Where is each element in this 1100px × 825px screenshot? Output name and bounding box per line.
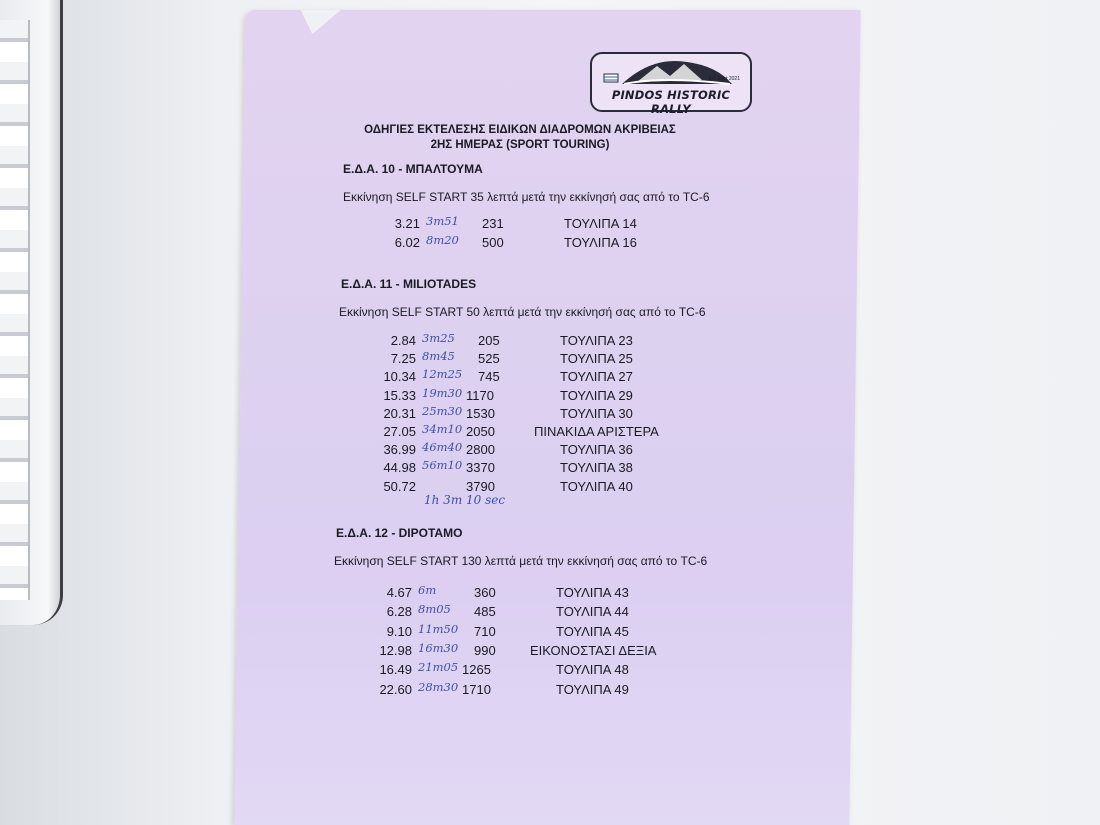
handwritten-time: 11m50 [418,621,459,636]
handwritten-time: 21m05 [418,660,459,675]
handwritten-time: 28m30 [418,679,459,694]
document-subtitle: 2ΗΣ ΗΜΕΡΑΣ (SPORT TOURING) [430,139,610,151]
paper-tear [300,10,340,34]
km-value: 3.21 [394,216,420,231]
landmark: ΤΟΥΛΙΠΑ 16 [564,234,637,250]
landmark: ΤΟΥΛΙΠΑ 23 [560,333,633,348]
rally-logo [590,52,752,116]
instruction-row [356,385,686,406]
handwritten-time: 56m10 [422,458,463,473]
landmark: ΠΙΝΑΚΙΔΑ ΑΡΙΣΤΕΡΑ [534,424,659,439]
distance-value: 990 [474,642,496,658]
distance-value: 1530 [466,405,495,421]
landmark: ΤΟΥΛΙΠΑ 49 [556,681,629,697]
distance-value: 710 [474,623,496,639]
handwritten-time: 46m40 [422,440,463,455]
landmark: ΤΟΥΛΙΠΑ 29 [560,387,633,403]
handwritten-time: 3m25 [422,331,455,345]
instruction-row [352,585,682,603]
distance-value: 525 [478,351,500,367]
instruction-row [352,662,682,680]
air-vent [0,20,30,600]
distance-value: 1710 [462,681,491,697]
distance-value: 360 [474,585,496,600]
self-start-instruction: Εκκίνηση SELF START 130 λεπτά μετά την εκκίνησή σας από το TC-6 [334,554,708,568]
landmark: ΕΙΚΟΝΟΣΤΑΣΙ ΔΕΞΙΑ [530,642,657,658]
km-value: 44.98 [383,460,416,476]
km-value: 50.72 [383,478,416,494]
instruction-row [356,333,686,351]
landmark: ΤΟΥΛΙΠΑ 44 [556,604,629,620]
km-value: 9.10 [386,623,412,639]
section-title: Ε.Δ.Α. 10 - ΜΠΑΛΤΟΥΜΑ [343,162,483,176]
landmark: ΤΟΥΛΙΠΑ 36 [560,442,633,458]
km-value: 22.60 [379,681,412,697]
handwritten-time: 8m20 [426,232,459,247]
landmark: ΤΟΥΛΙΠΑ 38 [560,460,633,476]
instruction-row [356,479,686,497]
car-door-panel [0,0,63,625]
distance-value: 205 [478,333,500,348]
landmark: ΤΟΥΛΙΠΑ 27 [560,369,633,385]
instruction-row [352,679,682,700]
handwritten-time: 19m30 [422,385,463,400]
km-value: 6.02 [394,234,420,250]
distance-value: 2800 [466,442,495,458]
distance-value: 3370 [466,460,495,476]
instruction-row [352,604,682,622]
landmark: ΤΟΥΛΙΠΑ 14 [564,216,637,231]
instruction-row [356,403,686,424]
distance-value: 485 [474,604,496,620]
km-value: 10.34 [383,369,416,385]
handwritten-total-time: 1h 3m 10 sec [424,492,506,507]
landmark: ΤΟΥΛΙΠΑ 48 [556,662,629,678]
distance-value: 3790 [466,478,495,494]
landmark: ΤΟΥΛΙΠΑ 25 [560,351,633,367]
instruction-row [360,216,690,234]
instruction-row [352,621,682,642]
instruction-row [356,460,686,478]
instruction-row [356,424,686,442]
landmark: ΤΟΥΛΙΠΑ 40 [560,478,633,494]
section-title: Ε.Δ.Α. 11 - MILIOTADES [341,277,477,291]
handwritten-time: 12m25 [422,367,463,382]
logo-date: 3-5 Sept 2021 [708,76,740,82]
km-value: 12.98 [379,642,412,658]
distance-value: 1170 [466,387,494,403]
instruction-row [352,640,682,661]
self-start-instruction: Εκκίνηση SELF START 35 λεπτά μετά την εκκίνησή σας από το TC-6 [343,190,710,204]
document-title: ΟΔΗΓΙΕΣ ΕΚΤΕΛΕΣΗΣ ΕΙΔΙΚΩΝ ΔΙΑΔΡΟΜΩΝ ΑΚΡΙΒΕΙΑΣ [364,124,676,136]
distance-value: 1265 [462,662,491,678]
logo-title: PINDOS HISTORIC RALLY [611,88,731,116]
landmark: ΤΟΥΛΙΠΑ 43 [556,585,629,600]
km-value: 15.33 [383,387,416,403]
km-value: 20.31 [383,405,416,421]
self-start-instruction: Εκκίνηση SELF START 50 λεπτά μετά την εκκίνησή σας από το TC-6 [339,305,706,319]
km-value: 36.99 [383,442,416,458]
landmark: ΤΟΥΛΙΠΑ 30 [560,405,633,421]
handwritten-time: 16m30 [418,640,459,655]
section-title: Ε.Δ.Α. 12 - DIPOTAMO [336,526,463,540]
instruction-row [356,351,686,369]
handwritten-time: 8m05 [418,602,451,617]
km-value: 16.49 [379,662,412,678]
handwritten-time: 3m51 [426,214,459,228]
km-value: 2.84 [390,333,416,348]
instruction-row [356,369,686,387]
distance-value: 745 [478,369,500,385]
handwritten-time: 25m30 [422,403,463,418]
km-value: 27.05 [383,424,416,439]
distance-value: 500 [482,234,504,250]
instruction-row [356,442,686,460]
km-value: 4.67 [386,585,412,600]
handwritten-time: 34m10 [422,422,463,436]
landmark: ΤΟΥΛΙΠΑ 45 [556,623,629,639]
handwritten-time: 6m [418,583,437,597]
distance-value: 2050 [466,424,495,439]
km-value: 7.25 [390,351,416,367]
km-value: 6.28 [386,604,412,620]
distance-value: 231 [482,216,504,231]
handwritten-time: 8m45 [422,349,455,364]
instruction-row [360,232,690,253]
